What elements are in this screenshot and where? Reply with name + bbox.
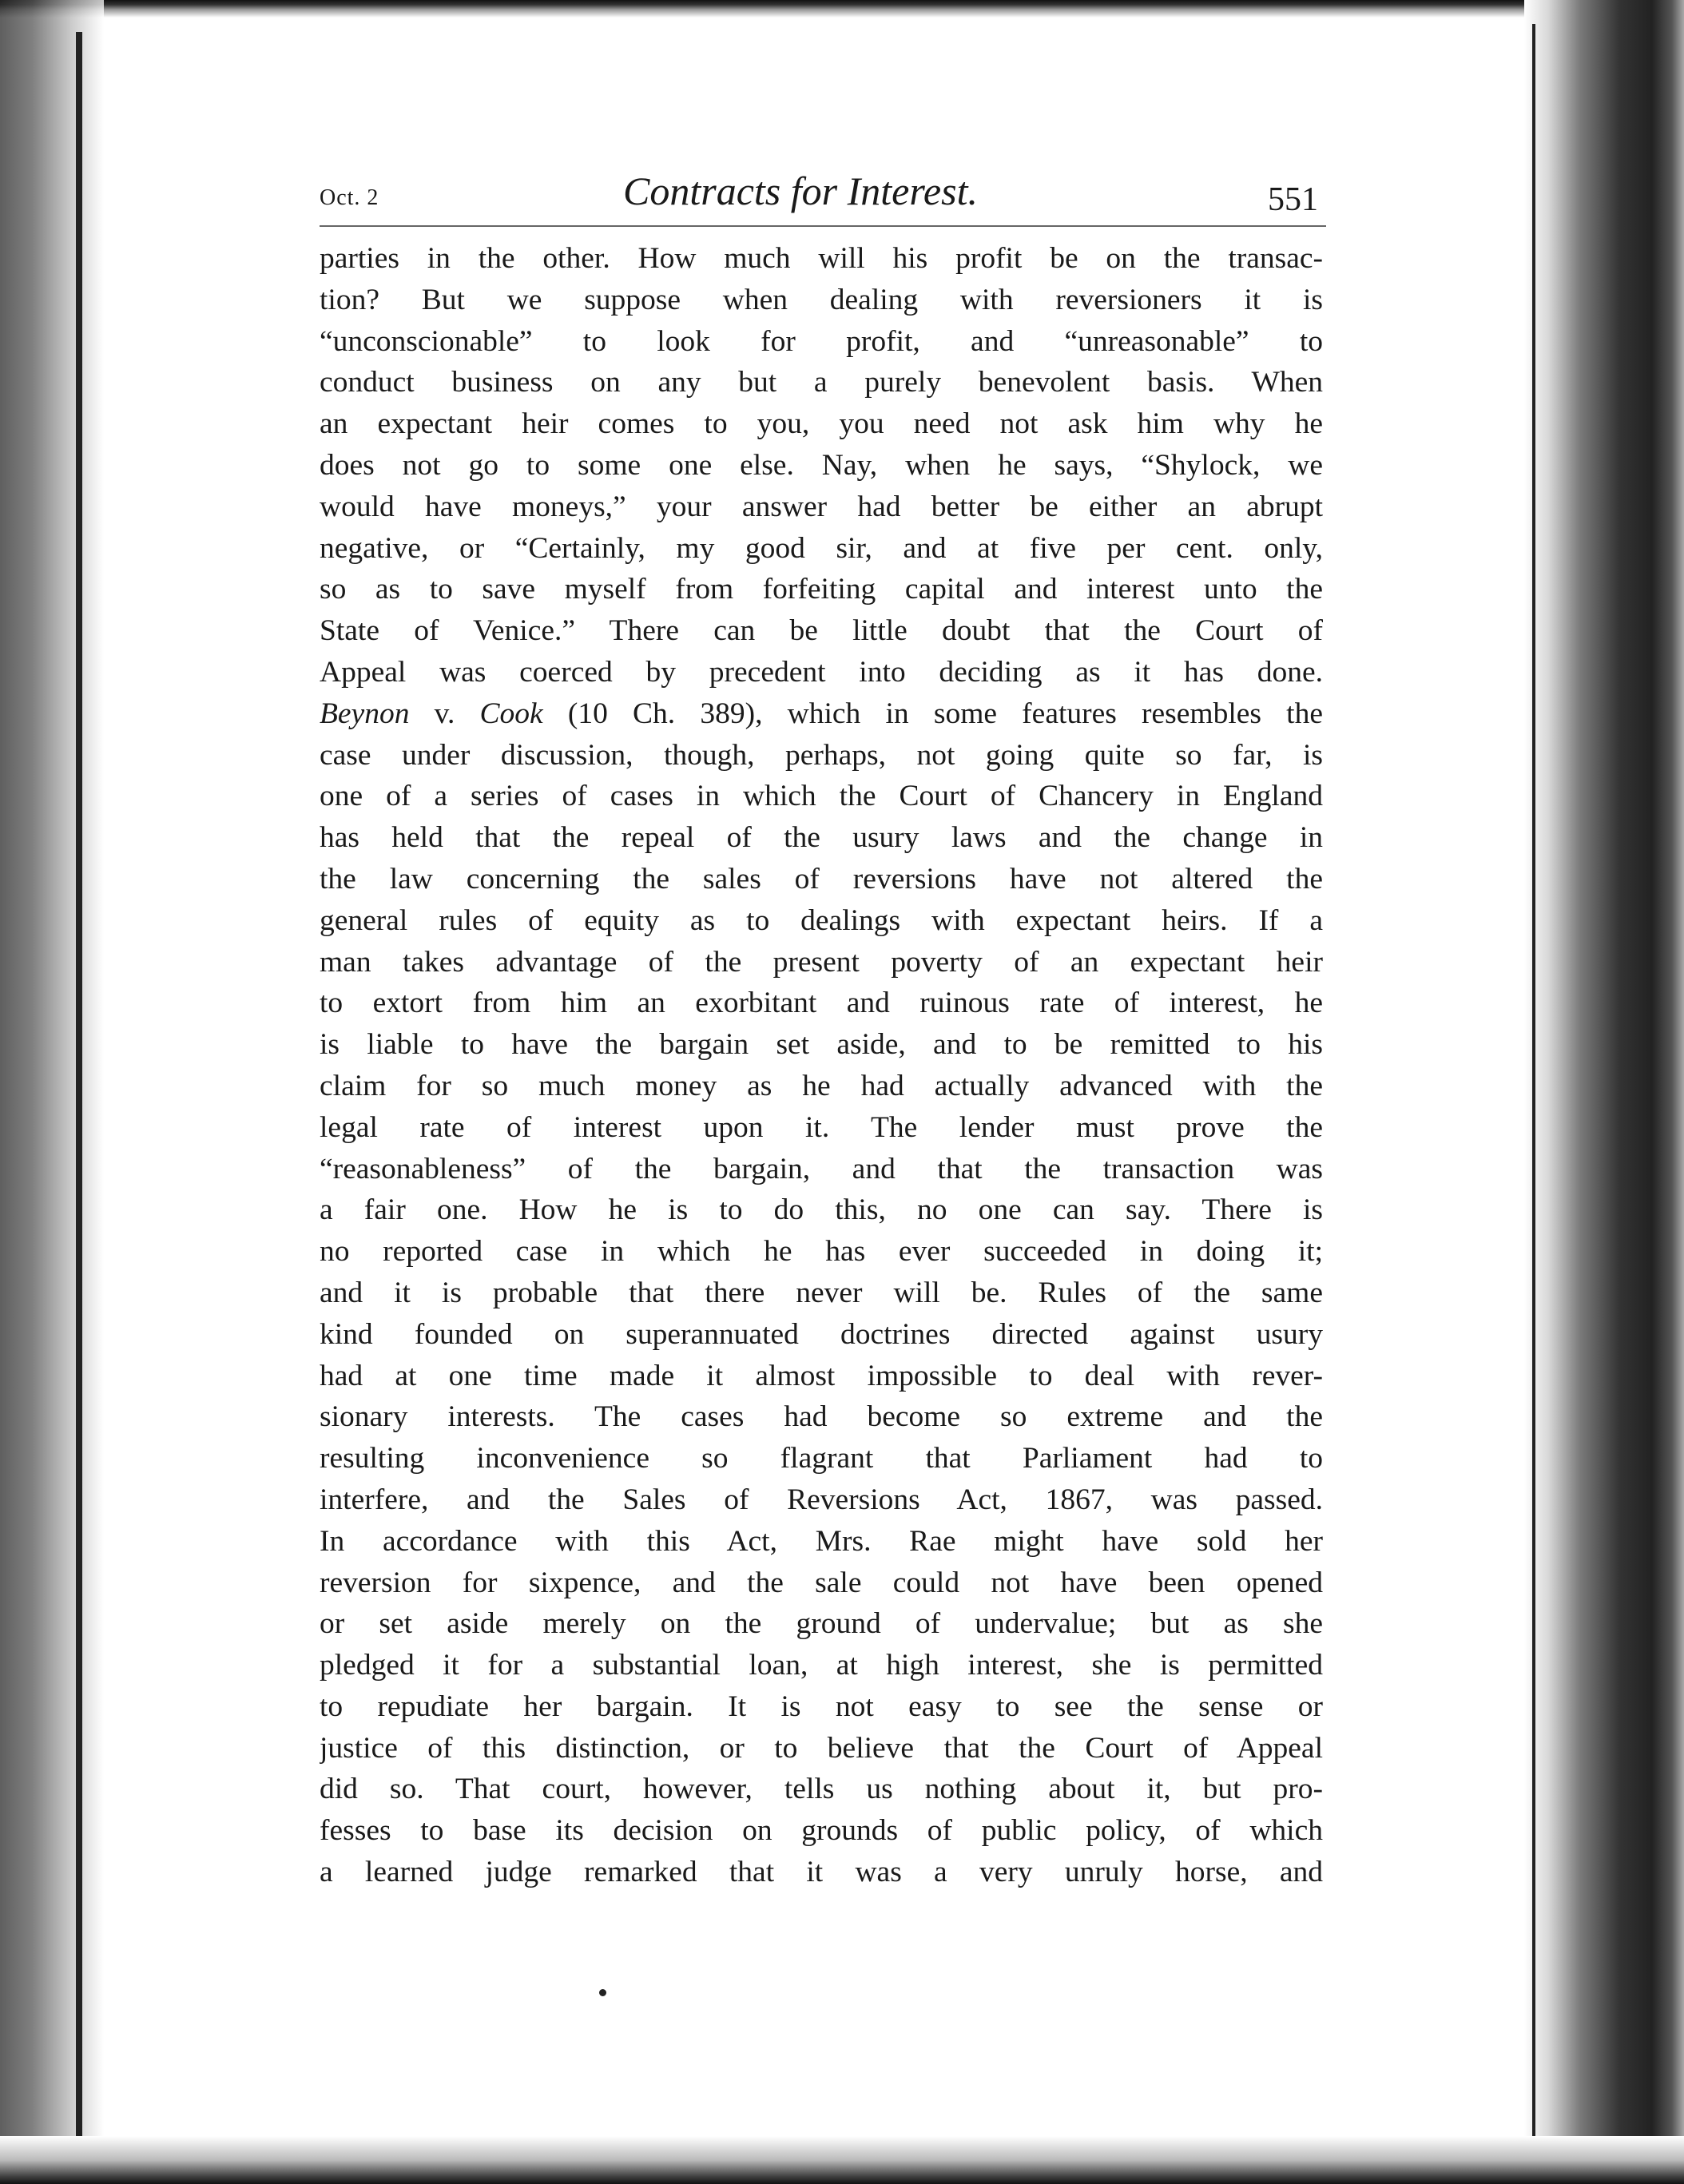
ink-speck xyxy=(599,1989,606,1996)
text-line: case under discussion, though, perhaps, not going quite so far, is xyxy=(320,738,1323,772)
text-line: sionary interests. The cases had become so extreme and the xyxy=(320,1400,1323,1434)
text-line: claim for so much money as he had actually advanced with the xyxy=(320,1069,1323,1102)
text-line: one of a series of cases in which the Court of Chancery in England xyxy=(320,780,1323,813)
text-line: pledged it for a substantial loan, at high interest, she is permitted xyxy=(320,1649,1323,1682)
text-line: an expectant heir comes to you, you need not ask him why he xyxy=(320,407,1323,441)
text-line: negative, or “Certainly, my good sir, and at five per cent. only, xyxy=(320,531,1323,565)
text-line: and it is probable that there never will be. Rules of the same xyxy=(320,1276,1323,1309)
text-line: a learned judge remarked that it was a very unruly horse, and xyxy=(320,1856,1323,1889)
text-line: is liable to have the bargain set aside, and to be remitted to his xyxy=(320,1028,1323,1062)
text-line: so as to save myself from forfeiting capital and interest unto the xyxy=(320,573,1323,606)
text-line: or set aside merely on the ground of undervalue; but as she xyxy=(320,1607,1323,1641)
scan-bottom-edge xyxy=(0,2136,1684,2184)
text-line: to repudiate her bargain. It is not easy to see the sense or xyxy=(320,1690,1323,1723)
text-line: Beynon v. Cook (10 Ch. 389), which in some features resembles the xyxy=(320,697,1323,730)
text-line: has held that the repeal of the usury laws and the change in xyxy=(320,821,1323,855)
text-line: no reported case in which he has ever succeeded in doing it; xyxy=(320,1235,1323,1269)
text-line: tion? But we suppose when dealing with reversioners it is xyxy=(320,283,1323,316)
text-line: In accordance with this Act, Mrs. Rae might have sold her xyxy=(320,1524,1323,1558)
text-line: to extort from him an exorbitant and ruinous rate of interest, he xyxy=(320,987,1323,1020)
text-line: justice of this distinction, or to believe that the Court of Appeal xyxy=(320,1731,1323,1765)
body-text xyxy=(320,238,1323,1893)
scan-edge-line xyxy=(1532,24,1535,2173)
header-title: Contracts for Interest. xyxy=(623,169,978,213)
running-header xyxy=(320,168,1326,224)
page-number: 551 xyxy=(1268,181,1318,218)
text-line: general rules of equity as to dealings with expectant heirs. If a xyxy=(320,903,1323,937)
scan-top-edge xyxy=(0,0,1684,18)
text-line: did so. That court, however, tells us nothing about it, but pro- xyxy=(320,1773,1323,1806)
header-date: Oct. 2 xyxy=(320,185,379,210)
text-line: had at one time made it almost impossible to deal with rever- xyxy=(320,1359,1323,1392)
text-line: resulting inconvenience so flagrant that Parliament had to xyxy=(320,1442,1323,1475)
text-line: fesses to base its decision on grounds of public policy, of which xyxy=(320,1814,1323,1848)
header-rule xyxy=(320,225,1326,227)
text-line: does not go to some one else. Nay, when he says, “Shylock, we xyxy=(320,448,1323,482)
text-line: interfere, and the Sales of Reversions Act, 1867, was passed. xyxy=(320,1483,1323,1516)
text-line: State of Venice.” There can be little doubt that the Court of xyxy=(320,614,1323,648)
text-line: parties in the other. How much will his profit be on the transac- xyxy=(320,242,1323,275)
text-line: the law concerning the sales of reversions have not altered the xyxy=(320,862,1323,895)
text-line: conduct business on any but a purely benevolent basis. When xyxy=(320,366,1323,399)
scan-spine-line xyxy=(76,32,82,2157)
text-line: legal rate of interest upon it. The lender must prove the xyxy=(320,1110,1323,1144)
text-line: would have moneys,” your answer had better be either an abrupt xyxy=(320,490,1323,523)
text-line: Appeal was coerced by precedent into deciding as it has done. xyxy=(320,655,1323,689)
scan-binding-shadow xyxy=(0,0,104,2184)
text-line: “unconscionable” to look for profit, and “unreasonable” to xyxy=(320,324,1323,358)
text-line: man takes advantage of the present poverty of an expectant heir xyxy=(320,945,1323,979)
text-line: reversion for sixpence, and the sale could not have been opened xyxy=(320,1566,1323,1599)
text-line: “reasonableness” of the bargain, and that the transaction was xyxy=(320,1152,1323,1185)
text-line: kind founded on superannuated doctrines directed against usury xyxy=(320,1317,1323,1351)
text-line: a fair one. How he is to do this, no one can say. There is xyxy=(320,1193,1323,1227)
scan-page-edge xyxy=(1524,0,1684,2184)
